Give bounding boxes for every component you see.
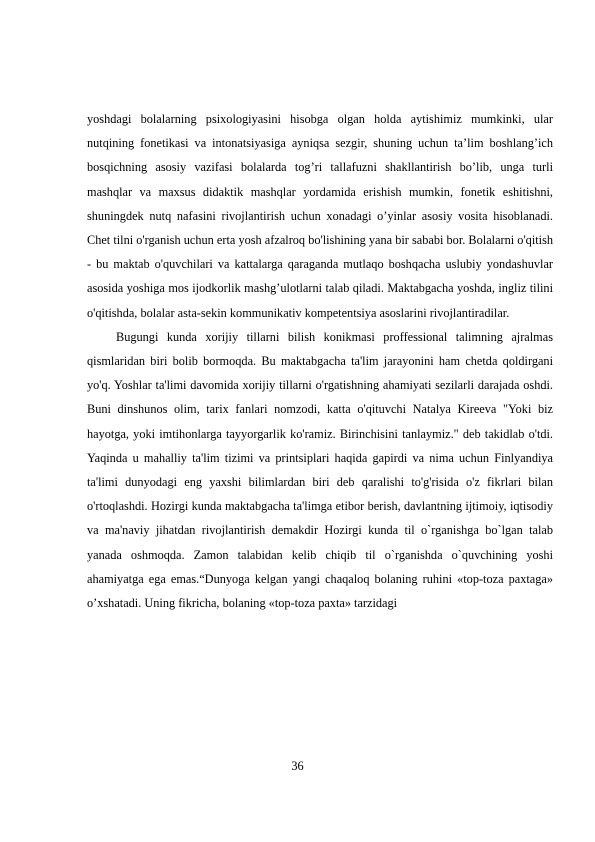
paragraph-1: yoshdagi bolalarning psixologiyasini hisobga olgan holda aytishimiz mumkinki, ular nutqining fonetikasi va intonatsiyasiga ayniqsa sezgir, shuning uchun ta’lim boshlang’ich bosqichning asosiy vazifasi bolalarda tog’ri tallafuzni shakllantirish bo’lib, unga turli mashqlar va maxsus didaktik mashqlar yordamida erishish mumkin, fonetik eshitishni, shuningdek nutq nafasini rivojlantirish uchun xonadagi o’yinlar asosiy vosita hisoblanadi. Chet tilni o'rganish uchun erta yosh afzalroq bo'lishining yana bir sababi bor. Bolalarni o'qitish - bu maktab o'quvchilari va kattalarga qaraganda mutlaqo boshqacha uslubiy yondashuvlar asosida yoshiga mos ijodkorlik mashg’ulotlarni talab qiladi. Maktabgacha yoshda, ingliz tilini o'qitishda, bolalar asta-sekin kommunikativ kompetentsiya asoslarini rivojlantiradilar. <box>87 112 553 320</box>
page-number: 36 <box>291 759 304 773</box>
paragraph-2: Bugungi kunda xorijiy tillarni bilish konikmasi proffessional talimning ajralmas qismlaridan biri bolib bormoqda. Bu maktabgacha ta'lim jarayonini ham chetda qoldirgani yo'q. Yoshlar ta'limi davomida xorijiy tillarni o'rgatishning ahamiyati sezilarli darajada oshdi. Buni dinshunos olim, tarix fanlari nomzodi, katta o'qituvchi Natalya Kireeva "Yoki biz hayotga, yoki imtihonlarga tayyorgarlik ko'ramiz. Birinchisini tanlaymiz." deb takidlab o'tdi. Yaqinda u mahalliy ta'lim tizimi va printsiplari haqida gapirdi va nima uchun Finlyandiya ta'limi dunyodagi eng yaxshi bilimlardan biri deb qaralishi to'g'risida o'z fikrlari bilan o'rtoqlashdi. Hozirgi kunda maktabgacha ta'limga etibor berish, davlantning ijtimoiy, iqtisodiy va ma'naviy jihatdan rivojlantirish demakdir Hozirgi kunda til o`rganishga bo`lgan talab yanada oshmoqda. Zamon talabidan kelib chiqib til o`rganishda o`quvchining yoshi ahamiyatga ega emas.“Dunyoga kelgan yangi chaqaloq bolaning ruhini «top-toza paxtaga» o’xshatadi. Uning fikricha, bolaning «top-toza paxta» tarzidagi <box>87 329 553 611</box>
page-body <box>87 107 553 615</box>
